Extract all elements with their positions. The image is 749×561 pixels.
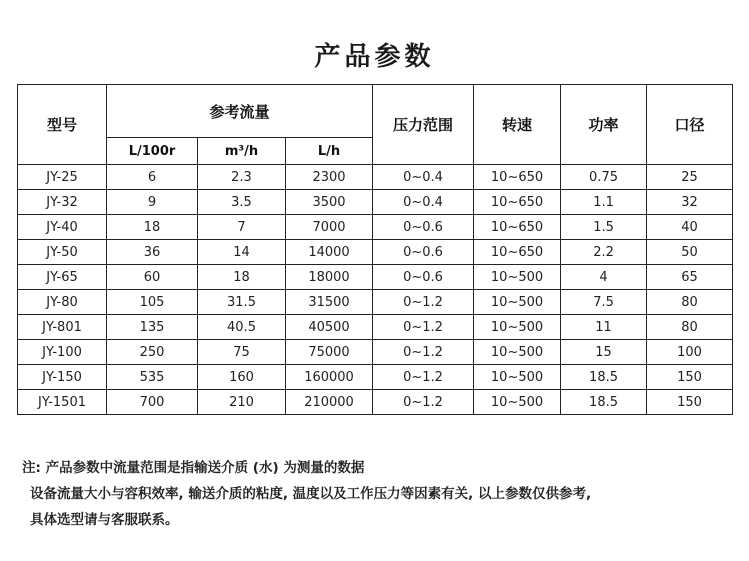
cell-flow-l100r: 105	[107, 290, 198, 315]
cell-pressure: 0~1.2	[373, 315, 474, 340]
header-diameter: 口径	[647, 85, 733, 165]
table-row	[18, 340, 733, 365]
cell-power: 1.5	[561, 215, 647, 240]
table-row	[18, 390, 733, 415]
cell-speed: 10~500	[474, 365, 561, 390]
cell-power: 0.75	[561, 165, 647, 190]
cell-flow-m3h: 14	[198, 240, 286, 265]
header-model: 型号	[18, 85, 107, 165]
cell-speed: 10~650	[474, 240, 561, 265]
cell-model: JY-32	[18, 190, 107, 215]
cell-speed: 10~500	[474, 265, 561, 290]
cell-flow-lh: 160000	[286, 365, 373, 390]
cell-pressure: 0~0.4	[373, 190, 474, 215]
cell-model: JY-65	[18, 265, 107, 290]
cell-flow-l100r: 535	[107, 365, 198, 390]
cell-flow-l100r: 135	[107, 315, 198, 340]
cell-speed: 10~650	[474, 190, 561, 215]
cell-pressure: 0~0.4	[373, 165, 474, 190]
cell-flow-l100r: 700	[107, 390, 198, 415]
cell-diameter: 80	[647, 315, 733, 340]
cell-diameter: 50	[647, 240, 733, 265]
table-row	[18, 290, 733, 315]
cell-model: JY-100	[18, 340, 107, 365]
cell-diameter: 65	[647, 265, 733, 290]
table-row	[18, 190, 733, 215]
cell-flow-lh: 75000	[286, 340, 373, 365]
cell-flow-lh: 210000	[286, 390, 373, 415]
notes	[22, 455, 737, 533]
note-line-1: 注: 产品参数中流量范围是指输送介质 (水) 为测量的数据	[22, 460, 365, 476]
spec-table	[17, 84, 733, 415]
cell-flow-m3h: 210	[198, 390, 286, 415]
cell-diameter: 150	[647, 390, 733, 415]
cell-flow-m3h: 7	[198, 215, 286, 240]
cell-power: 18.5	[561, 390, 647, 415]
cell-flow-l100r: 9	[107, 190, 198, 215]
cell-flow-lh: 3500	[286, 190, 373, 215]
cell-flow-l100r: 60	[107, 265, 198, 290]
cell-diameter: 80	[647, 290, 733, 315]
table-body	[18, 165, 733, 415]
header-flow-unit-m3h: m³/h	[198, 138, 286, 165]
cell-flow-lh: 40500	[286, 315, 373, 340]
header-flow: 参考流量	[107, 85, 373, 138]
table-row	[18, 165, 733, 190]
cell-power: 18.5	[561, 365, 647, 390]
cell-diameter: 150	[647, 365, 733, 390]
cell-model: JY-80	[18, 290, 107, 315]
note-line-3: 具体选型请与客服联系。	[30, 512, 179, 528]
cell-power: 2.2	[561, 240, 647, 265]
cell-flow-m3h: 40.5	[198, 315, 286, 340]
cell-diameter: 100	[647, 340, 733, 365]
cell-diameter: 25	[647, 165, 733, 190]
cell-model: JY-801	[18, 315, 107, 340]
table-row	[18, 315, 733, 340]
page-title: 产品参数	[314, 42, 435, 72]
cell-flow-l100r: 6	[107, 165, 198, 190]
cell-flow-m3h: 75	[198, 340, 286, 365]
cell-model: JY-1501	[18, 390, 107, 415]
cell-pressure: 0~1.2	[373, 340, 474, 365]
cell-power: 4	[561, 265, 647, 290]
cell-flow-lh: 14000	[286, 240, 373, 265]
cell-diameter: 32	[647, 190, 733, 215]
cell-pressure: 0~1.2	[373, 290, 474, 315]
cell-flow-lh: 18000	[286, 265, 373, 290]
cell-pressure: 0~1.2	[373, 365, 474, 390]
cell-speed: 10~500	[474, 340, 561, 365]
cell-power: 11	[561, 315, 647, 340]
table-row	[18, 365, 733, 390]
cell-speed: 10~500	[474, 390, 561, 415]
cell-pressure: 0~0.6	[373, 240, 474, 265]
header-flow-unit-lh: L/h	[286, 138, 373, 165]
cell-diameter: 40	[647, 215, 733, 240]
header-power: 功率	[561, 85, 647, 165]
note-line-2: 设备流量大小与容积效率, 输送介质的粘度, 温度以及工作压力等因素有关, 以上参数仅供参考,	[30, 486, 592, 502]
table-row	[18, 215, 733, 240]
cell-model: JY-25	[18, 165, 107, 190]
cell-model: JY-50	[18, 240, 107, 265]
header-flow-unit-l100r: L/100r	[107, 138, 198, 165]
cell-flow-lh: 2300	[286, 165, 373, 190]
cell-flow-l100r: 18	[107, 215, 198, 240]
cell-flow-lh: 31500	[286, 290, 373, 315]
cell-flow-m3h: 2.3	[198, 165, 286, 190]
cell-flow-m3h: 160	[198, 365, 286, 390]
cell-flow-m3h: 3.5	[198, 190, 286, 215]
table-row	[18, 240, 733, 265]
cell-model: JY-40	[18, 215, 107, 240]
cell-pressure: 0~0.6	[373, 215, 474, 240]
cell-model: JY-150	[18, 365, 107, 390]
cell-pressure: 0~0.6	[373, 265, 474, 290]
header-speed: 转速	[474, 85, 561, 165]
table-row	[18, 265, 733, 290]
cell-speed: 10~500	[474, 315, 561, 340]
header-pressure: 压力范围	[373, 85, 474, 165]
cell-flow-m3h: 31.5	[198, 290, 286, 315]
cell-speed: 10~650	[474, 165, 561, 190]
cell-speed: 10~650	[474, 215, 561, 240]
cell-flow-l100r: 36	[107, 240, 198, 265]
cell-pressure: 0~1.2	[373, 390, 474, 415]
cell-flow-m3h: 18	[198, 265, 286, 290]
cell-power: 7.5	[561, 290, 647, 315]
cell-flow-lh: 7000	[286, 215, 373, 240]
cell-flow-l100r: 250	[107, 340, 198, 365]
cell-power: 1.1	[561, 190, 647, 215]
table-header-row	[18, 85, 733, 138]
cell-power: 15	[561, 340, 647, 365]
cell-speed: 10~500	[474, 290, 561, 315]
